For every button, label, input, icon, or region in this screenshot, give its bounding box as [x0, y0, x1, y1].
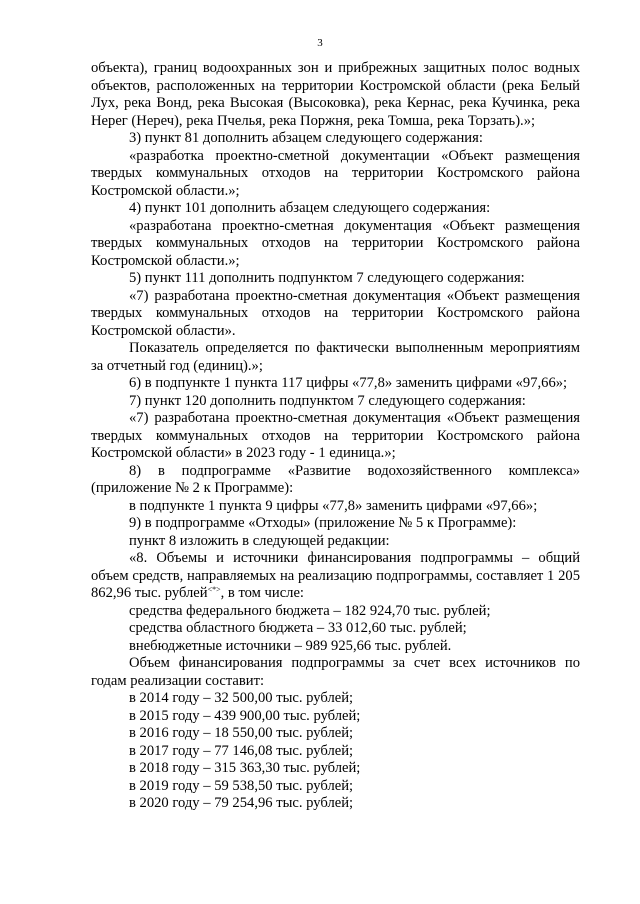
list-item: внебюджетные источники – 989 925,66 тыс. рублей.	[129, 637, 452, 654]
year-item: в 2017 году – 77 146,08 тыс. рублей;	[129, 742, 354, 759]
year-item: в 2019 году – 59 538,50 тыс. рублей;	[129, 777, 354, 794]
footnote-marker: <*>	[207, 585, 221, 594]
paragraph: 5) пункт 111 дополнить подпунктом 7 следующего содержания:	[129, 270, 525, 286]
financing-tail: , в том числе:	[220, 585, 304, 601]
paragraph: 9) в подпрограмме «Отходы» (приложение № 5 к Программе):	[129, 515, 517, 531]
paragraph: «разработана проектно-сметная документация «Объект размещения твердых коммунальных отходов на территории Костромского района Костромской области.»;	[91, 217, 580, 269]
paragraph: объекта), границ водоохранных зон и прибрежных защитных полос водных объектов, расположенных на территории Костромской области (река Белый Лух, река Вонд, река Высокая (Высоковка), река Кернас, река Кучинка, река Нерег (Нереч), река Пчелья, река Поржня, река Томша, река Торзать).»;	[91, 60, 580, 129]
paragraph: пункт 8 изложить в следующей редакции:	[129, 532, 390, 549]
paragraph: Показатель определяется по фактически выполненным мероприятиям за отчетный год (единиц).»;	[91, 340, 580, 374]
paragraph: 6) в подпункте 1 пункта 117 цифры «77,8» заменить цифрами «97,66»;	[129, 375, 568, 391]
paragraph: Объем финансирования подпрограммы за счет всех источников по годам реализации составит:	[91, 655, 580, 689]
paragraph: «7) разработана проектно-сметная документация «Объект размещения твердых коммунальных отходов на территории Костромского района Костромской области» в 2023 году - 1 единица.»;	[91, 410, 580, 461]
financing-text: «8. Объемы и источники финансирования подпрограммы – общий объем средств, направляемых на реализацию подпрограммы, составляет 1 205 862,96 тыс. рублей	[91, 550, 580, 601]
year-item: в 2014 году – 32 500,00 тыс. рублей;	[129, 690, 354, 706]
year-item: в 2015 году – 439 900,00 тыс. рублей;	[129, 707, 361, 724]
list-item: средства федерального бюджета – 182 924,70 тыс. рублей;	[129, 602, 491, 619]
year-item: в 2018 году – 315 363,30 тыс. рублей;	[129, 760, 361, 776]
paragraph: «7) разработана проектно-сметная документация «Объект размещения твердых коммунальных отходов на территории Костромского района Костромской области».	[91, 287, 580, 339]
paragraph: в подпункте 1 пункта 9 цифры «77,8» заменить цифрами «97,66»;	[129, 497, 538, 514]
paragraph: 3) пункт 81 дополнить абзацем следующего содержания:	[129, 130, 483, 146]
year-item: в 2020 году – 79 254,96 тыс. рублей;	[129, 795, 354, 811]
list-item: средства областного бюджета – 33 012,60 тыс. рублей;	[129, 620, 467, 636]
paragraph: 8) в подпрограмме «Развитие водохозяйственного комплекса» (приложение № 2 к Программе):	[91, 462, 580, 496]
paragraph: 4) пункт 101 дополнить абзацем следующего содержания:	[129, 200, 491, 216]
paragraph: «разработка проектно-сметной документации «Объект размещения твердых коммунальных отходов на территории Костромского района Костромской области.»;	[91, 147, 580, 199]
paragraph: 7) пункт 120 дополнить подпунктом 7 следующего содержания:	[129, 392, 526, 409]
page-number: 3	[317, 37, 323, 49]
year-item: в 2016 году – 18 550,00 тыс. рублей;	[129, 725, 354, 741]
financing-paragraph	[91, 550, 580, 603]
document-body	[91, 60, 580, 813]
